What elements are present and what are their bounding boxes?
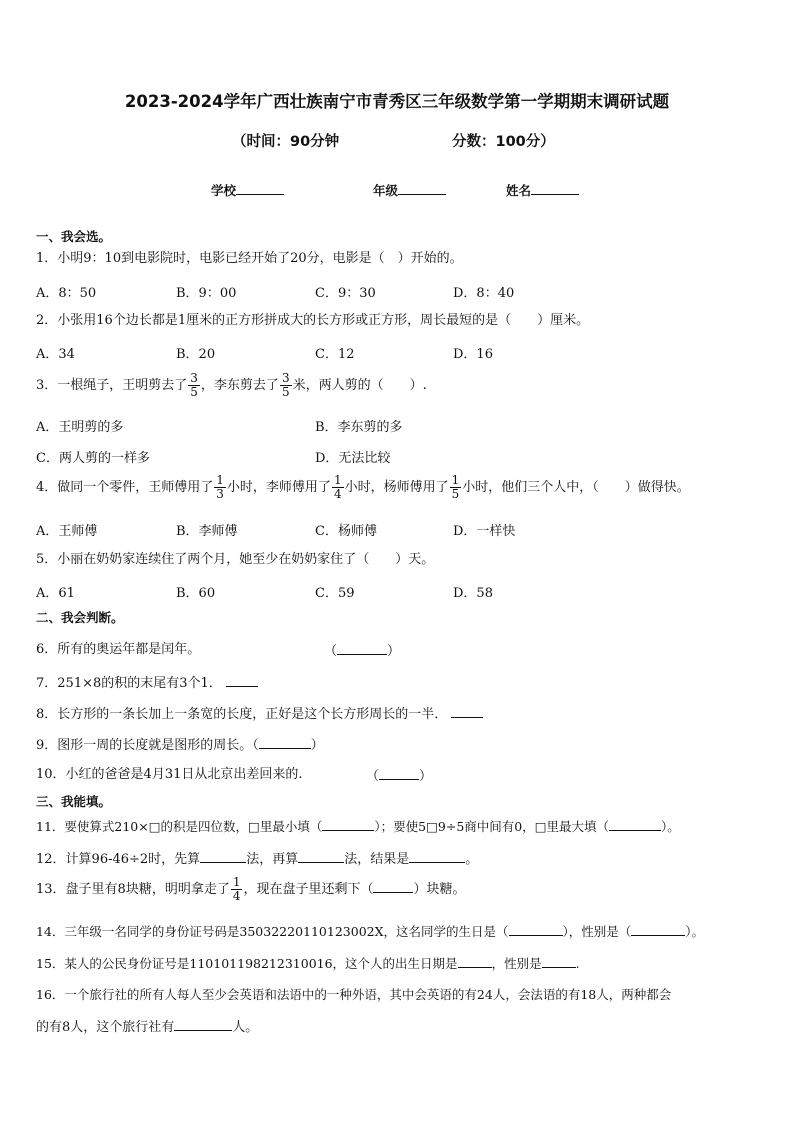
q6-left-paren: （ — [324, 644, 338, 659]
q13-text-2: ，现在盘子里还剩下（ — [243, 882, 374, 897]
exam-time: （时间：90分钟 — [232, 134, 340, 150]
question-1: 1．小明9：10到电影院时，电影已经开始了20分，电影是（ ）开始的。 — [36, 251, 463, 266]
exam-score: 分数：100分） — [452, 134, 555, 150]
question-4 — [36, 474, 690, 501]
q10-right-paren: ） — [419, 769, 433, 784]
q11-text-3: ）。 — [661, 819, 680, 834]
q4-option-a[interactable]: A．王师傅 — [36, 524, 98, 539]
q4-fraction-1 — [214, 474, 226, 501]
school-label: 学校 — [211, 183, 237, 198]
q3-fraction-2 — [280, 372, 292, 399]
section-heading-judge: 二、我会判断。 — [36, 610, 124, 625]
q4-fraction-2 — [332, 474, 344, 501]
q16-text-1: 的有8人，这个旅行社有 — [36, 1020, 175, 1035]
q4-f3-denominator: 5 — [451, 487, 460, 501]
q6-text: 6．所有的奥运年都是闰年。 — [36, 642, 201, 657]
q10-answer-blank[interactable] — [379, 766, 419, 780]
q4-f3-numerator: 1 — [451, 473, 460, 487]
q13-blank[interactable] — [373, 879, 413, 893]
section-heading-fill: 三、我能填。 — [36, 794, 112, 809]
question-3 — [36, 372, 427, 399]
q12-blank-2[interactable] — [298, 849, 344, 863]
question-16-line-1: 16．一个旅行社的所有人每人至少会英语和法语中的一种外语，其中会英语的有24人，会法语的有18人，两种都会 — [36, 987, 672, 1002]
q4-text-3: 小时，杨师傅用了 — [344, 480, 449, 495]
question-9 — [36, 735, 324, 755]
q5-option-b[interactable]: B．60 — [176, 586, 216, 601]
q15-text-2: ，性别是 — [491, 956, 542, 971]
q6-answer[interactable] — [324, 641, 400, 661]
q13-fraction — [231, 876, 243, 903]
q2-option-c[interactable]: C．12 — [315, 347, 355, 362]
section-heading-choice: 一、我会选。 — [36, 229, 112, 244]
q8-text: 8．长方形的一条长加上一条宽的长度，正好是这个长方形周长的一半． — [36, 707, 448, 722]
q4-f1-denominator: 3 — [216, 487, 224, 501]
q9-answer-blank[interactable] — [259, 735, 311, 749]
q12-blank-3[interactable] — [409, 849, 465, 863]
q11-blank-2[interactable] — [609, 817, 661, 831]
grade-label: 年级 — [373, 183, 399, 198]
q4-f2-denominator: 4 — [333, 487, 342, 501]
q4-option-c[interactable]: C．杨师傅 — [315, 524, 377, 539]
question-7 — [36, 673, 258, 693]
q2-option-b[interactable]: B．20 — [176, 347, 216, 362]
grade-blank[interactable] — [398, 182, 446, 195]
q4-option-b[interactable]: B．李师傅 — [176, 524, 238, 539]
q14-text-2: ），性别是（ — [562, 924, 632, 939]
q10-text: 10．小红的爸爸是4月31日从北京出差回来的. — [36, 767, 303, 782]
name-label: 姓名 — [506, 183, 532, 198]
q11-text-2: ）；要使5□9÷5商中间有0，□里最大填（ — [374, 819, 610, 834]
q3-f1-denominator: 5 — [190, 385, 198, 399]
q12-blank-1[interactable] — [200, 849, 246, 863]
question-13 — [36, 876, 466, 903]
q14-blank-2[interactable] — [631, 922, 685, 936]
question-16-line-2 — [36, 1017, 258, 1037]
q16-blank[interactable] — [174, 1017, 232, 1031]
q4-text-4: 小时，他们三个人中，（ ）做得快。 — [462, 480, 690, 495]
school-field[interactable] — [211, 181, 284, 199]
q14-text-1: 14．三年级一名同学的身份证号码是35032220110123002X，这名同学的生日是（ — [36, 924, 509, 939]
question-5: 5．小丽在奶奶家连续住了两个月，她至少在奶奶家住了（ ）天。 — [36, 552, 435, 567]
question-8 — [36, 704, 483, 724]
name-blank[interactable] — [531, 182, 579, 195]
q7-text: 7．251×8的积的末尾有3个1． — [36, 676, 222, 691]
q15-blank-1[interactable] — [458, 954, 492, 968]
q2-option-d[interactable]: D．16 — [453, 347, 493, 362]
q13-denominator: 4 — [232, 889, 241, 903]
q1-option-c[interactable]: C．9：30 — [315, 286, 376, 301]
q1-option-b[interactable]: B．9：00 — [176, 286, 237, 301]
q16-text-2: 人。 — [232, 1020, 259, 1035]
q3-option-a[interactable]: A．王明剪的多 — [36, 420, 124, 435]
q3-fraction-1 — [188, 372, 200, 399]
q10-left-paren: （ — [366, 769, 380, 784]
q6-right-paren: ） — [387, 644, 401, 659]
q3-option-c[interactable]: C．两人剪的一样多 — [36, 451, 150, 466]
q5-option-a[interactable]: A．61 — [36, 586, 75, 601]
q10-answer[interactable] — [366, 766, 432, 786]
q4-text-2: 小时，李师傅用了 — [226, 480, 331, 495]
question-10 — [36, 766, 303, 784]
q9-text: 9．图形一周的长度就是图形的周长。 — [36, 738, 253, 753]
q12-text-2: 法，再算 — [246, 852, 299, 867]
page-title: 2023-2024学年广西壮族南宁市青秀区三年级数学第一学期期末调研试题 — [124, 92, 670, 111]
grade-field[interactable] — [373, 181, 446, 199]
q9-right-paren: ） — [310, 738, 324, 753]
q3-text-3: 米，两人剪的（ ）. — [292, 378, 427, 393]
q6-answer-blank[interactable] — [337, 641, 387, 655]
q3-f2-denominator: 5 — [281, 385, 290, 399]
q1-option-d[interactable]: D．8：40 — [453, 286, 515, 301]
q9-left-paren: （ — [252, 738, 259, 753]
q8-answer-blank[interactable] — [451, 704, 483, 718]
q12-text-4: 。 — [465, 852, 479, 867]
q13-text-3: ）块糖。 — [413, 882, 466, 897]
q3-option-b[interactable]: B．李东剪的多 — [315, 420, 403, 435]
q5-option-d[interactable]: D．58 — [453, 586, 493, 601]
q1-option-a[interactable]: A．8：50 — [36, 286, 97, 301]
q7-answer-blank[interactable] — [226, 673, 258, 687]
q4-f2-numerator: 1 — [333, 473, 342, 487]
q4-f1-numerator: 1 — [216, 473, 224, 487]
question-12 — [36, 849, 478, 869]
question-14 — [36, 922, 704, 941]
q12-text-1: 12．计算96-46÷2时，先算 — [36, 852, 201, 867]
q3-f1-numerator: 3 — [190, 371, 198, 385]
q3-f2-numerator: 3 — [281, 371, 290, 385]
name-field[interactable] — [506, 181, 579, 199]
question-6 — [36, 641, 200, 659]
q15-text-3: . — [575, 956, 580, 971]
q15-text-1: 15．某人的公民身份证号是110101198212310016，这个人的出生日期是 — [36, 956, 458, 971]
q11-blank-1[interactable] — [322, 817, 374, 831]
q4-option-d[interactable]: D．一样快 — [453, 524, 516, 539]
q14-blank-1[interactable] — [509, 922, 563, 936]
q12-text-3: 法，结果是 — [344, 852, 410, 867]
school-blank[interactable] — [236, 182, 284, 195]
q3-option-d[interactable]: D．无法比较 — [315, 451, 391, 466]
q5-option-c[interactable]: C．59 — [315, 586, 355, 601]
q3-text-1: 3．一根绳子，王明剪去了 — [36, 378, 188, 393]
q14-text-3: ）。 — [685, 924, 705, 939]
q13-text-1: 13．盘子里有8块糖，明明拿走了 — [36, 882, 230, 897]
question-2: 2．小张用16个边长都是1厘米的正方形拼成大的长方形或正方形，周长最短的是（ ）厘米。 — [36, 313, 590, 328]
question-11 — [36, 817, 680, 836]
question-15 — [36, 954, 580, 973]
q13-numerator: 1 — [232, 875, 241, 889]
q4-text-1: 4．做同一个零件，王师傅用了 — [36, 480, 214, 495]
q11-text-1: 11．要使算式210×□的积是四位数，□里最小填（ — [36, 819, 323, 834]
q2-option-a[interactable]: A．34 — [36, 347, 75, 362]
q4-fraction-3 — [450, 474, 462, 501]
q3-text-2: ，李东剪去了 — [200, 378, 279, 393]
q15-blank-2[interactable] — [542, 954, 576, 968]
